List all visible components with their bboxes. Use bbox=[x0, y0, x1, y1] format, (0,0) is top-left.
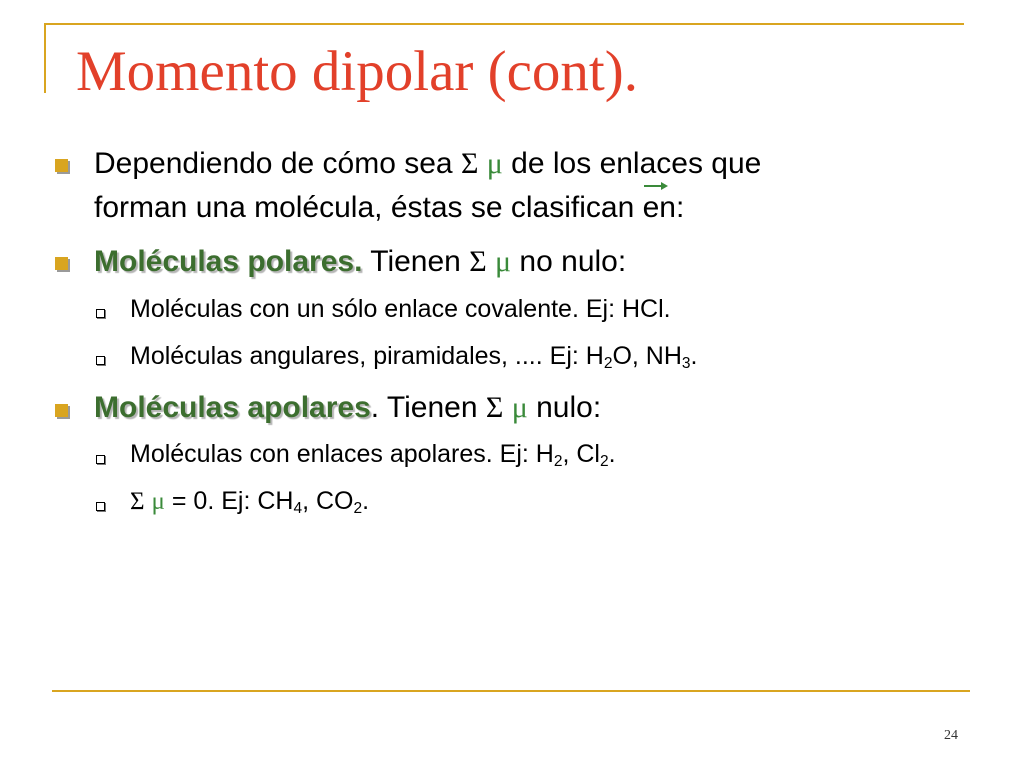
bullet-3-line: Moléculas apolares. Tienen Σ μ nulo: bbox=[94, 391, 602, 424]
frame-left-line bbox=[44, 23, 46, 93]
frame-bottom-line bbox=[52, 690, 970, 692]
bullet-1-line-2: forman una molécula, éstas se clasifican en: bbox=[94, 191, 685, 224]
sub-bullet-square-icon bbox=[96, 502, 105, 511]
bullet-3-sub-2: Σ μ = 0. Ej: $CH_4$, $CO_2$. bbox=[130, 487, 370, 517]
page-number: 24 bbox=[944, 728, 958, 743]
bullet-2-sub-2: Moléculas angulares, piramidales, .... Ej: $H_2O$, $NH_3$. bbox=[130, 342, 698, 372]
slide-title: Momento dipolar (cont). bbox=[76, 40, 638, 103]
sub-bullet-square-icon bbox=[96, 455, 105, 464]
bullet-2-line: Moléculas polares. Tienen Σ μ no nulo: bbox=[94, 245, 627, 278]
bullet-1-line-1: Dependiendo de cómo sea Σ μ de los enlaces que bbox=[94, 147, 762, 180]
sub-bullet-square-icon bbox=[96, 356, 105, 365]
bullet-square-icon bbox=[55, 159, 68, 172]
frame-top-line bbox=[44, 23, 964, 25]
bullet-3-sub-1: Moléculas con enlaces apolares. Ej: $H_2$, $Cl_2$. bbox=[130, 440, 616, 470]
term-apolar-molecules: Moléculas apolares bbox=[94, 391, 371, 424]
sub-bullet-square-icon bbox=[96, 309, 105, 318]
bullet-square-icon bbox=[55, 404, 68, 417]
term-polar-molecules: Moléculas polares. bbox=[94, 245, 363, 278]
bullet-square-icon bbox=[55, 257, 68, 270]
bullet-2-sub-1: Moléculas con un sólo enlace covalente. Ej: HCl. bbox=[130, 295, 671, 323]
